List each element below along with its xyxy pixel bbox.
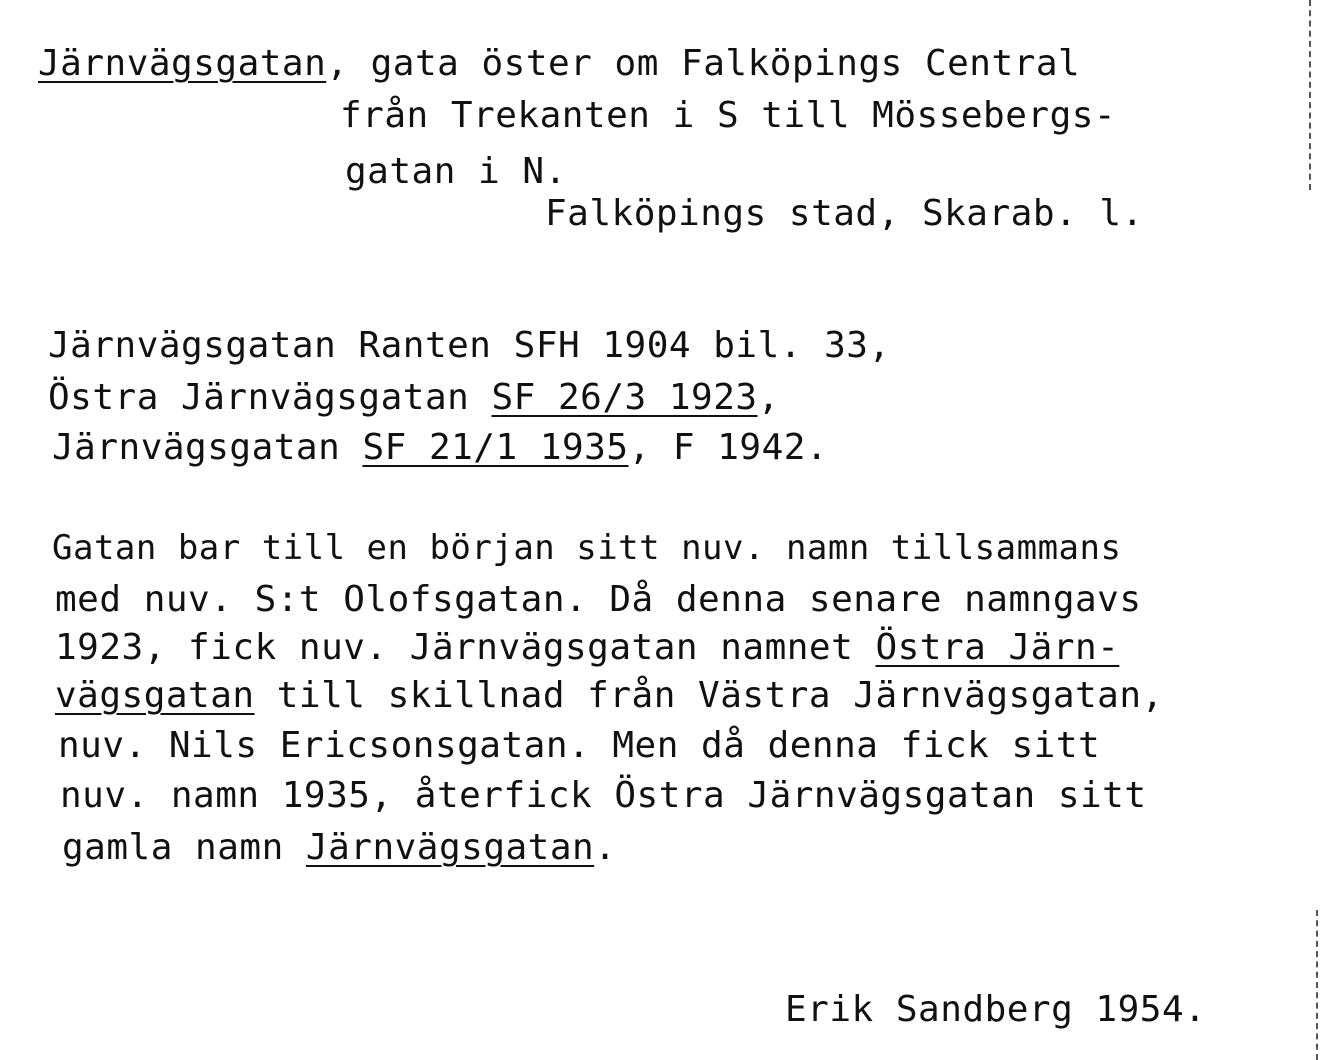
body-line-4-underlined: vägsgatan <box>55 675 255 716</box>
source-line-3-ref: SF 21/1 1935 <box>362 427 629 468</box>
body-line-7-text: gamla namn <box>62 827 306 868</box>
source-line-3 <box>52 428 828 468</box>
card-edge-right <box>1309 0 1311 190</box>
signature: Erik Sandberg 1954. <box>785 989 1207 1030</box>
body-line-1: Gatan bar till en början sitt nuv. namn tillsammans <box>52 528 1122 568</box>
body-line-4-text: till skillnad från Västra Järnvägsgatan, <box>254 675 1164 716</box>
heading-description: , gata öster om Falköpings Central <box>326 43 1081 84</box>
source-line-3-end: , F 1942. <box>628 427 829 468</box>
body-line-7 <box>62 828 616 868</box>
heading-line-3: gatan i N. <box>345 151 567 192</box>
source-line-2-end: , <box>757 377 780 418</box>
heading-place: Falköpings stad, Skarab. l. <box>545 193 1144 234</box>
heading-line-1 <box>38 44 1080 84</box>
body-line-4 <box>55 676 1164 716</box>
heading-title: Järnvägsgatan <box>38 43 327 84</box>
heading-line-2: från Trekanten i S till Mössebergs- <box>340 95 1117 136</box>
body-line-7-underlined: Järnvägsgatan <box>305 827 595 868</box>
source-line-3-text: Järnvägsgatan <box>52 427 363 468</box>
card-edge-right-lower <box>1316 910 1318 1060</box>
body-line-3-text: 1923, fick nuv. Järnvägsgatan namnet <box>55 627 876 668</box>
body-line-6: nuv. namn 1935, återfick Östra Järnvägsgatan sitt <box>60 775 1147 816</box>
body-line-3-underlined: Östra Järn- <box>875 627 1120 668</box>
body-line-5: nuv. Nils Ericsonsgatan. Men då denna fick sitt <box>58 725 1101 766</box>
body-line-7-end: . <box>594 827 617 868</box>
body-line-2: med nuv. S:t Olofsgatan. Då denna senare namngavs <box>55 579 1142 620</box>
source-line-2 <box>48 378 780 418</box>
source-line-2-text: Östra Järnvägsgatan <box>48 377 492 418</box>
source-line-1: Järnvägsgatan Ranten SFH 1904 bil. 33, <box>48 325 891 366</box>
body-line-3 <box>55 628 1119 668</box>
source-line-2-ref: SF 26/3 1923 <box>491 377 758 418</box>
